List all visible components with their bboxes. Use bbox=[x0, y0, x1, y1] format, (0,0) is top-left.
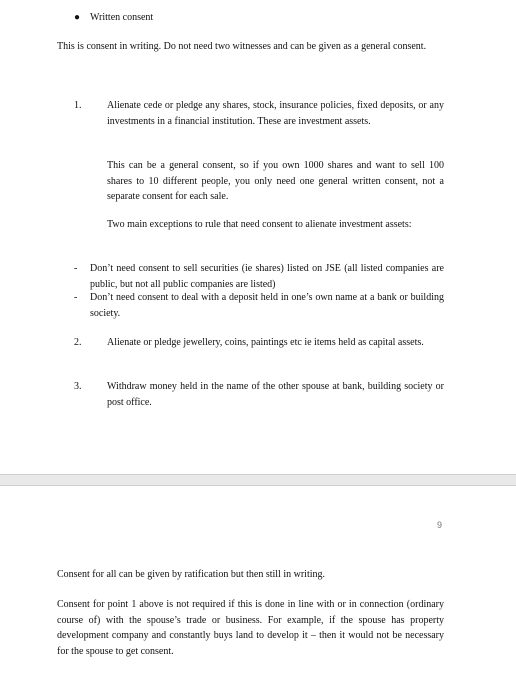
page-number: 9 bbox=[437, 520, 443, 530]
bullet-written-consent: Written consent bbox=[90, 12, 154, 23]
bullet-icon: ● bbox=[74, 12, 81, 23]
exception-1-dash: - bbox=[74, 263, 78, 274]
exception-1-text: Don’t need consent to sell securities (ie shares) listed on JSE (all listed companies are public, but not all public companies are listed) bbox=[90, 263, 444, 290]
document-page-2 bbox=[0, 486, 516, 686]
exception-2-dash: - bbox=[74, 292, 78, 303]
ordinary-course-paragraph: Consent for point 1 above is not required if this is done in line with or in connection (ordinary course of) with the spouse’s trade or business. For example, if the spouse has property development company and constantly buys land to develop it – then it would not be necessary for the spouse to get consent. bbox=[57, 599, 444, 657]
item-3-text: Withdraw money held in the name of the other spouse at bank, building society or post office. bbox=[107, 381, 444, 408]
item-1-exceptions-intro: Two main exceptions to rule that need consent to alienate investment assets: bbox=[107, 219, 412, 230]
item-2-text: Alienate or pledge jewellery, coins, paintings etc ie items held as capital assets. bbox=[107, 337, 424, 348]
exception-2-text: Don’t need consent to deal with a deposit held in one’s own name at a bank or building society. bbox=[90, 292, 444, 319]
item-2-number: 2. bbox=[74, 337, 82, 348]
item-1-general-consent: This can be a general consent, so if you own 1000 shares and want to sell 100 shares to 10 different people, you only need one general written consent, not a separate consent for each sale. bbox=[107, 160, 444, 202]
ratification-paragraph: Consent for all can be given by ratification but then still in writing. bbox=[57, 569, 325, 580]
item-1-text: Alienate cede or pledge any shares, stock, insurance policies, fixed deposits, or any investments in a financial institution. These are investment assets. bbox=[107, 100, 444, 127]
intro-paragraph: This is consent in writing. Do not need two witnesses and can be given as a general consent. bbox=[57, 41, 427, 52]
item-3-number: 3. bbox=[74, 381, 82, 392]
page-break bbox=[0, 474, 516, 486]
item-1-number: 1. bbox=[74, 100, 82, 111]
